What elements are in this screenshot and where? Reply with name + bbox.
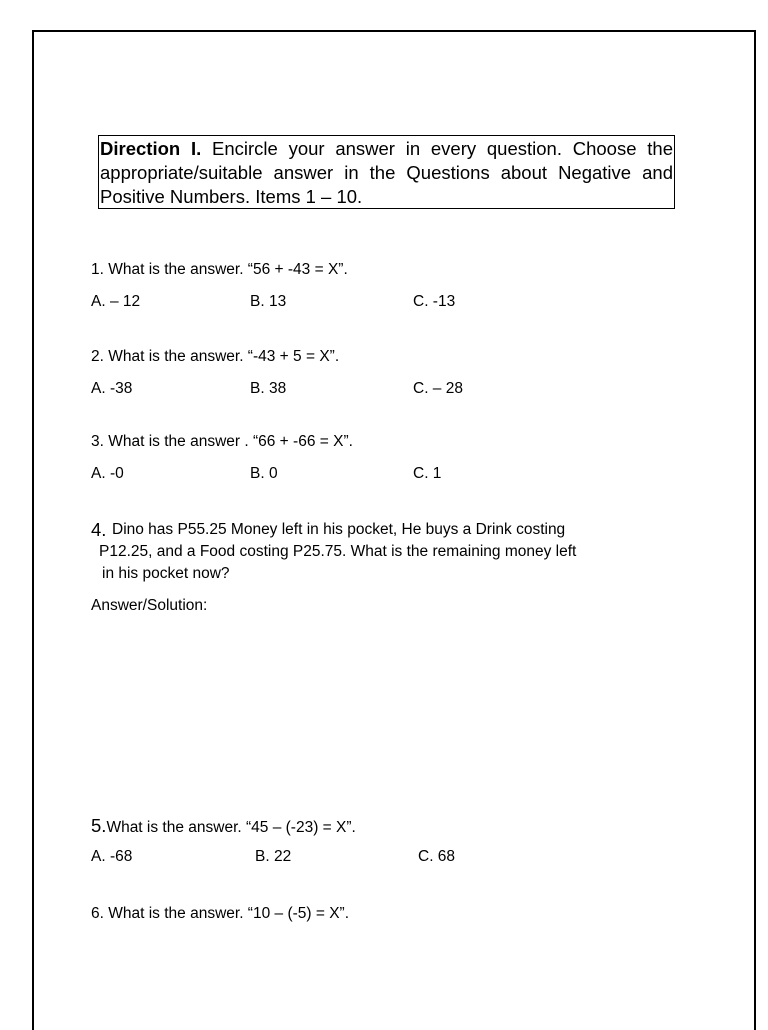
question-5-text: What is the answer. “45 – (-23) = X”. xyxy=(106,819,356,836)
direction-text: Encircle your answer in every question. Choose the appropriate/suitable answer in the Questions about Negative and Positive Numbers. Items 1 – 10. xyxy=(100,138,673,207)
question-3-option-a[interactable]: A. -0 xyxy=(91,465,124,482)
question-3-text: What is the answer . “66 + -66 = X”. xyxy=(103,433,353,450)
question-2-option-b[interactable]: B. 38 xyxy=(250,380,287,397)
question-4-number: 4. xyxy=(91,519,107,540)
question-1-number: 1. xyxy=(91,261,104,278)
question-4-line-2: P12.25, and a Food costing P25.75. What is the remaining money left xyxy=(99,543,577,560)
question-3-number: 3. xyxy=(91,433,104,450)
question-3-option-c[interactable]: C. 1 xyxy=(413,465,442,482)
question-5-number: 5. xyxy=(91,815,107,836)
question-1 xyxy=(91,261,348,279)
question-4 xyxy=(91,519,681,585)
question-4-text xyxy=(99,519,681,585)
question-3 xyxy=(91,433,353,451)
answer-solution-label: Answer/Solution: xyxy=(91,597,208,614)
question-2-number: 2. xyxy=(91,348,104,365)
question-5 xyxy=(91,815,356,837)
question-6 xyxy=(91,905,349,923)
question-2-option-c[interactable]: C. – 28 xyxy=(413,380,463,397)
question-6-number: 6. xyxy=(91,905,104,922)
direction-heading: Direction I. xyxy=(100,138,202,159)
question-2-option-a[interactable]: A. -38 xyxy=(91,380,133,397)
question-4-line-1: Dino has P55.25 Money left in his pocket, He buys a Drink costing xyxy=(112,521,566,538)
question-1-option-a[interactable]: A. – 12 xyxy=(91,293,141,310)
question-5-option-c[interactable]: C. 68 xyxy=(418,848,456,865)
question-1-option-c[interactable]: C. -13 xyxy=(413,293,456,310)
direction-box xyxy=(98,135,675,209)
question-1-option-b[interactable]: B. 13 xyxy=(250,293,287,310)
question-2 xyxy=(91,348,339,366)
question-3-option-b[interactable]: B. 0 xyxy=(250,465,278,482)
question-2-text: What is the answer. “-43 + 5 = X”. xyxy=(103,348,340,365)
question-4-line-3: in his pocket now? xyxy=(102,565,230,582)
question-1-text: What is the answer. “56 + -43 = X”. xyxy=(103,261,348,278)
question-5-option-b[interactable]: B. 22 xyxy=(255,848,292,865)
question-5-option-a[interactable]: A. -68 xyxy=(91,848,133,865)
question-6-text: What is the answer. “10 – (-5) = X”. xyxy=(103,905,350,922)
